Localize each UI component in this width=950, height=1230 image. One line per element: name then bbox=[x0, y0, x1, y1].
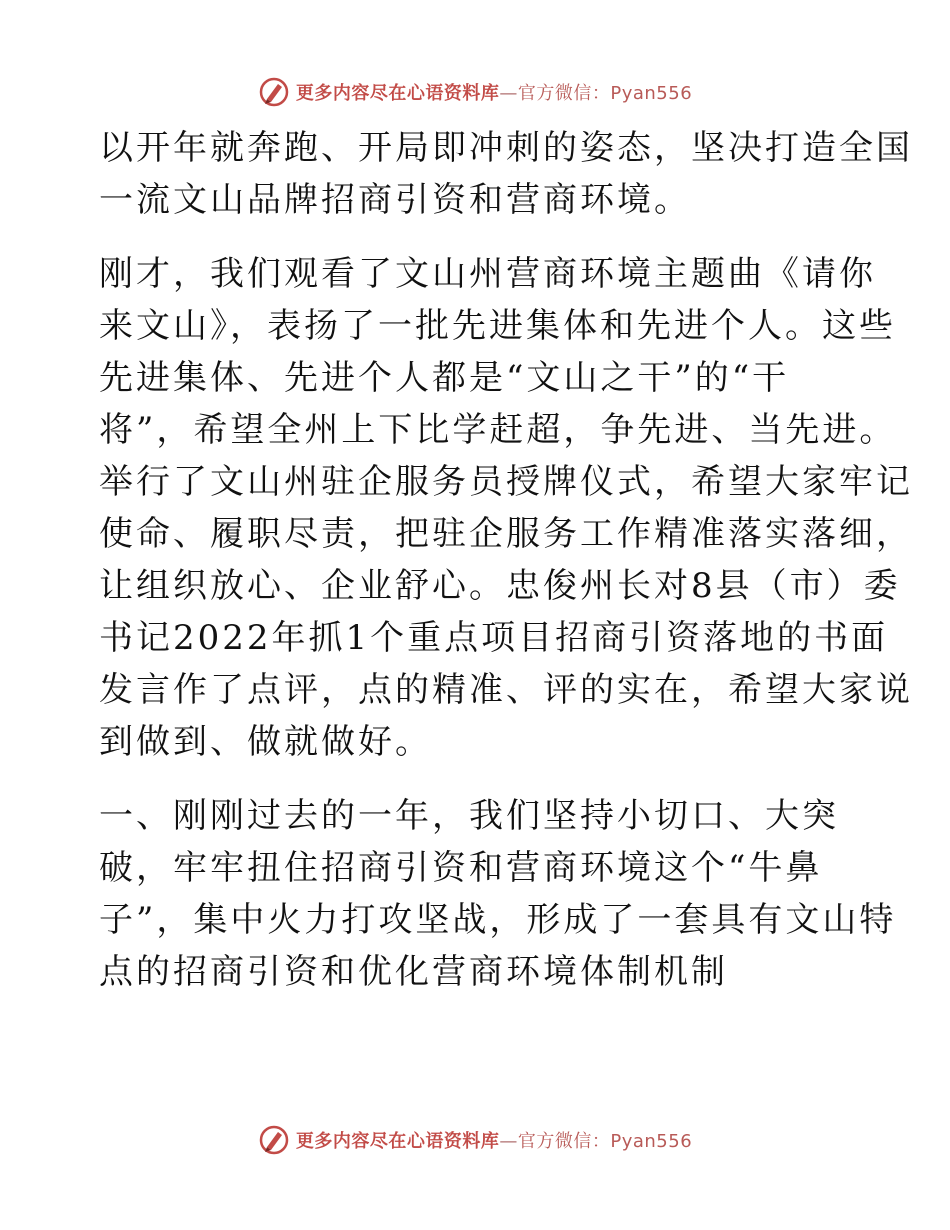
watermark-separator: — bbox=[499, 83, 518, 104]
paragraph-1 bbox=[99, 122, 913, 226]
watermark-title: 更多内容尽在心语资料库 bbox=[295, 1131, 500, 1152]
text-line: 刚才，我们观看了文山州营商环境主题曲《请你 bbox=[99, 254, 876, 294]
text-line: 一、刚刚过去的一年，我们坚持小切口、大突 bbox=[99, 796, 839, 836]
header-watermark bbox=[0, 72, 950, 112]
watermark-text bbox=[296, 1127, 692, 1153]
text-line: 将”，希望全州上下比学赶超，争先进、当先进。 bbox=[99, 410, 897, 450]
watermark-suffix: 官方微信：Pyan556 bbox=[517, 83, 693, 104]
text-line: 一流文山品牌招商引资和营商环境。 bbox=[99, 180, 691, 220]
watermark-separator: — bbox=[499, 1131, 518, 1152]
text-line: 点的招商引资和优化营商环境体制机制 bbox=[99, 952, 728, 992]
text-line: 子”，集中火力打攻坚战，形成了一套具有文山特 bbox=[99, 900, 897, 940]
watermark-text bbox=[296, 79, 692, 105]
logo-icon bbox=[258, 1124, 290, 1156]
text-line: 举行了文山州驻企服务员授牌仪式，希望大家牢记 bbox=[99, 462, 913, 502]
text-line: 破，牢牢扭住招商引资和营商环境这个“牛鼻 bbox=[99, 848, 823, 888]
document-body bbox=[99, 122, 913, 998]
watermark-title: 更多内容尽在心语资料库 bbox=[295, 83, 500, 104]
text-line: 使命、履职尽责，把驻企服务工作精准落实落细， bbox=[99, 514, 913, 554]
text-line: 先进集体、先进个人都是“文山之干”的“干 bbox=[99, 358, 790, 398]
paragraph-3 bbox=[99, 790, 897, 998]
watermark-suffix: 官方微信：Pyan556 bbox=[517, 1131, 693, 1152]
text-line: 发言作了点评，点的精准、评的实在，希望大家说 bbox=[99, 670, 913, 710]
text-line: 书记2022年抓1个重点项目招商引资落地的书面 bbox=[99, 618, 889, 658]
text-line: 到做到、做就做好。 bbox=[99, 722, 432, 762]
logo-icon bbox=[258, 76, 290, 108]
text-line: 以开年就奔跑、开局即冲刺的姿态，坚决打造全国 bbox=[99, 128, 913, 168]
footer-watermark bbox=[0, 1120, 950, 1160]
text-line: 让组织放心、企业舒心。忠俊州长对8县（市）委 bbox=[99, 566, 901, 606]
text-line: 来文山》，表扬了一批先进集体和先进个人。这些 bbox=[99, 306, 896, 346]
paragraph-2 bbox=[99, 248, 913, 768]
